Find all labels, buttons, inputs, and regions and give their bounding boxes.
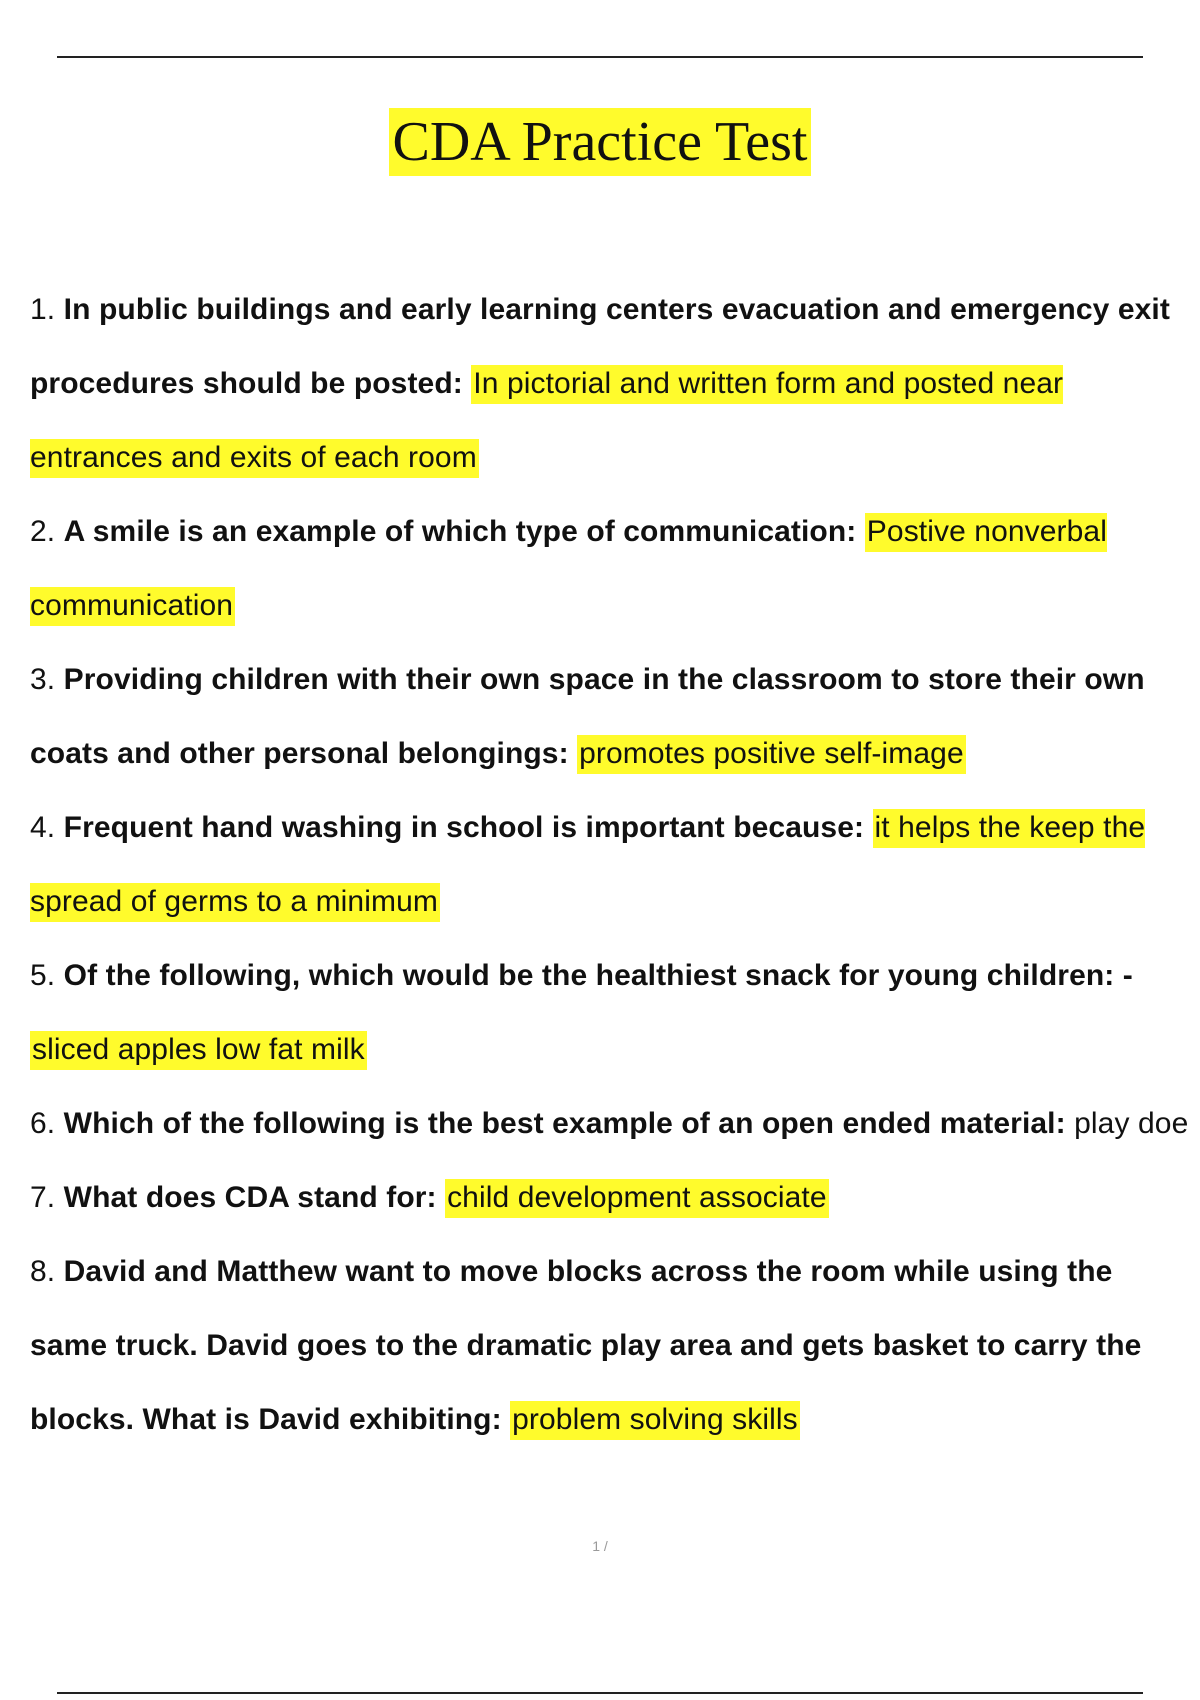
question-text: What does CDA stand for: [63,1181,437,1214]
question-item-4 [30,791,1190,939]
question-number: 8. [30,1255,56,1288]
question-text: Which of the following is the best example of an open ended material: [63,1107,1066,1140]
question-text: David and Matthew want to move blocks across the room while using the same truck. David goes to the dramatic play area and gets basket to carry the blocks. What is David exhibiting: [30,1255,1142,1436]
question-number: 6. [30,1107,56,1140]
question-item-5 [30,939,1190,1087]
bottom-rule [57,1692,1143,1694]
answer-text: child development associate [445,1179,829,1218]
question-text: Of the following, which would be the healthiest snack for young children: - [63,959,1133,992]
question-item-6 [30,1087,1190,1161]
question-item-2 [30,495,1190,643]
question-list [30,273,1190,1457]
answer-text: sliced apples low fat milk [30,1031,367,1070]
answer-text: problem solving skills [510,1401,800,1440]
question-item-3 [30,643,1190,791]
question-text: In public buildings and early learning centers evacuation and emergency exit procedures should be posted: [30,293,1170,400]
question-text: Frequent hand washing in school is important because: [63,811,865,844]
answer-text: promotes positive self-image [577,735,966,774]
question-item-8 [30,1235,1190,1457]
answer-text: it helps the keep the spread of germs to a minimum [30,809,1145,922]
question-number: 5. [30,959,56,992]
page-title: CDA Practice Test [389,108,812,176]
question-number: 4. [30,811,56,844]
question-number: 7. [30,1181,56,1214]
page-number: 1 / [592,1538,608,1554]
question-number: 3. [30,663,56,696]
title-container [0,108,1200,176]
question-text: Providing children with their own space in the classroom to store their own coats and other personal belongings: [30,663,1145,770]
question-item-1 [30,273,1190,495]
answer-text: Postive nonverbal communication [30,513,1107,626]
question-number: 1. [30,293,56,326]
top-rule [57,56,1143,58]
question-item-7 [30,1161,1190,1235]
question-text: A smile is an example of which type of communication: [63,515,857,548]
answer-text: play doe [1074,1107,1189,1140]
answer-text: In pictorial and written form and posted near entrances and exits of each room [30,365,1063,478]
question-number: 2. [30,515,56,548]
